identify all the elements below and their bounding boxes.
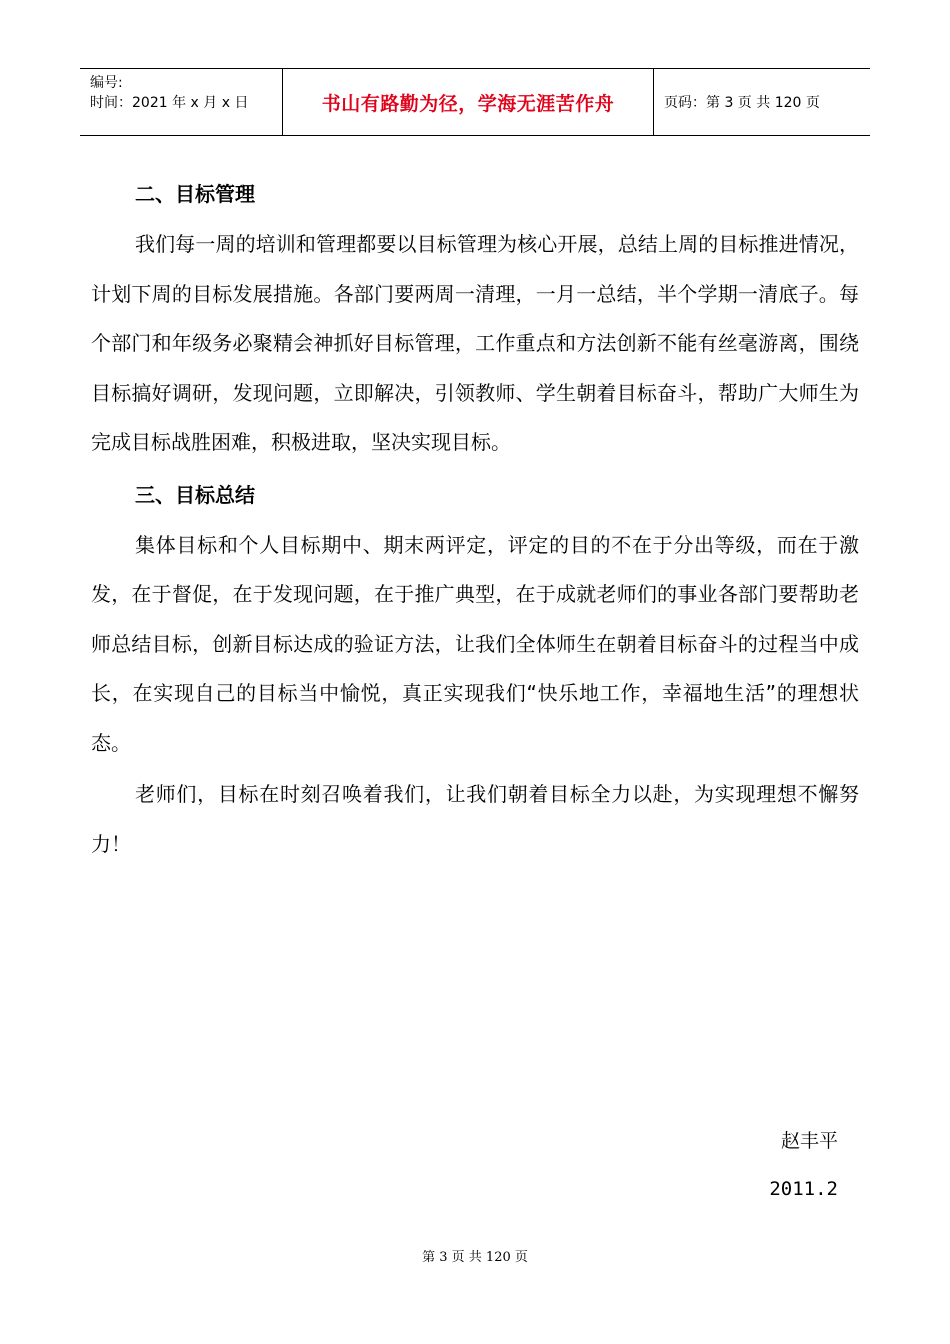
- paragraph: 老师们，目标在时刻召唤着我们，让我们朝着目标全力以赴，为实现理想不懈努力！: [91, 782, 859, 856]
- signature-date: 2011.2: [769, 1178, 838, 1200]
- page-footer: 第 3 页 共 120 页: [422, 1250, 528, 1265]
- time-label: 时间：2021 年 x 月 x 日: [90, 95, 249, 111]
- header-meta: [80, 69, 282, 135]
- header-motto: 书山有路勤为径，学海无涯苦作舟: [282, 69, 654, 135]
- paragraph: 集体目标和个人目标期中、期末两评定，评定的目的不在于分出等级，而在于激发，在于督促，在于发现问题，在于推广典型，在于成就老师们的事业各部门要帮助老师总结目标，创新目标达成的验证方法，让我们全体师生在朝着目标奋斗的过程当中成长，在实现自己的目标当中愉悦，真正实现我们“快乐地工作，幸福地生活”的理想状态。: [91, 532, 859, 755]
- header-page-info: 页码：第 3 页 共 120 页: [664, 95, 820, 111]
- section-heading-goal-management: 二、目标管理: [135, 182, 255, 206]
- section-heading-goal-summary: 三、目标总结: [135, 482, 255, 507]
- number-label: 编号:: [90, 75, 123, 91]
- page-header: [80, 68, 870, 136]
- document-body: [91, 170, 859, 869]
- paragraph: 我们每一周的培训和管理都要以目标管理为核心开展，总结上周的目标推进情况，计划下周的目标发展措施。各部门要两周一清理，一月一总结，半个学期一清底子。每个部门和年级务必聚精会神抓好目标管理，工作重点和方法创新不能有丝毫游离，围绕目标搞好调研，发现问题，立即解决，引领教师、学生朝着目标奋斗，帮助广大师生为完成目标战胜困难，积极进取，坚决实现目标。: [91, 232, 859, 454]
- signature-name: 赵丰平: [780, 1130, 838, 1152]
